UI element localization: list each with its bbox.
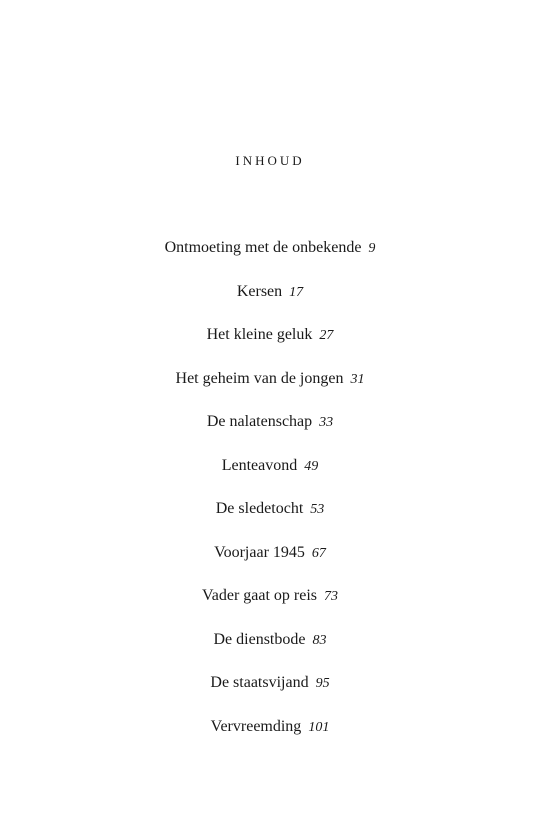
entry-page-number: 33 bbox=[319, 415, 334, 430]
toc-entry bbox=[0, 454, 540, 498]
entry-page-number: 73 bbox=[324, 589, 339, 604]
toc-entry bbox=[0, 367, 540, 411]
toc-entry bbox=[0, 323, 540, 367]
toc-entry bbox=[0, 715, 540, 759]
entry-page-number: 17 bbox=[289, 284, 304, 300]
toc-entry bbox=[0, 628, 540, 672]
entry-title: Vervreemding bbox=[210, 717, 302, 735]
toc-entry bbox=[0, 410, 540, 454]
entry-page-number: 101 bbox=[308, 719, 330, 735]
table-of-contents bbox=[0, 236, 540, 758]
toc-entry bbox=[0, 497, 540, 541]
entry-page-number: 49 bbox=[304, 458, 319, 474]
entry-page-number: 95 bbox=[315, 676, 330, 691]
toc-entry bbox=[0, 671, 540, 715]
entry-title: De nalatenschap bbox=[206, 413, 313, 430]
entry-title: Vader gaat op reis bbox=[201, 587, 318, 604]
entry-page-number: 27 bbox=[319, 328, 334, 343]
entry-title: De dienstbode bbox=[213, 630, 306, 648]
toc-entry bbox=[0, 236, 540, 280]
toc-heading: INHOUD bbox=[235, 153, 305, 168]
entry-page-number: 9 bbox=[368, 241, 376, 256]
entry-title: De sledetocht bbox=[215, 500, 304, 517]
entry-title: Kersen bbox=[236, 282, 283, 300]
toc-entry bbox=[0, 584, 540, 628]
entry-title: Het geheim van de jongen bbox=[175, 369, 344, 387]
entry-title: Lenteavond bbox=[221, 456, 298, 474]
entry-page-number: 83 bbox=[312, 632, 327, 648]
entry-page-number: 31 bbox=[350, 371, 365, 387]
toc-entry bbox=[0, 280, 540, 324]
entry-page-number: 67 bbox=[311, 545, 326, 561]
entry-title: Voorjaar 1945 bbox=[214, 543, 305, 561]
toc-entry bbox=[0, 541, 540, 585]
entry-page-number: 53 bbox=[310, 502, 325, 517]
entry-title: De staatsvijand bbox=[210, 674, 309, 691]
entry-title: Het kleine geluk bbox=[206, 326, 313, 343]
entry-title: Ontmoeting met de onbekende bbox=[164, 239, 362, 256]
